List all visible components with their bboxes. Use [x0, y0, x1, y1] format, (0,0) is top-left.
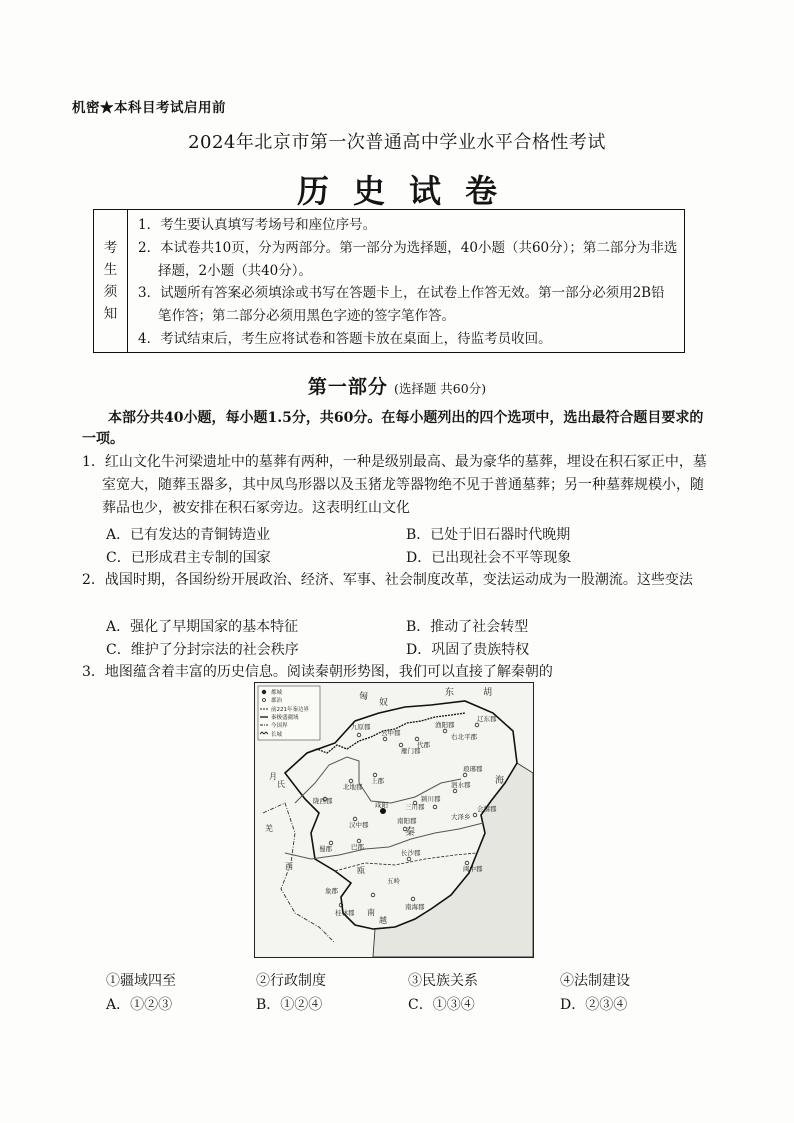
qin-dynasty-map	[254, 682, 534, 958]
map-label: 南阳郡	[397, 817, 417, 825]
map-label: 九原郡	[351, 723, 371, 731]
map-label: 云中郡	[381, 729, 401, 737]
map-label: 颍川郡	[421, 795, 441, 803]
notice-label	[94, 210, 128, 352]
exam-name: 2024年北京市第一次普通高中学业水平合格性考试	[188, 132, 606, 153]
notice-label-char: 须	[103, 284, 118, 300]
question-stem: 3．地图蕴含着丰富的历史信息。阅读秦朝形势图，我们可以直接了解秦朝的	[82, 664, 553, 680]
notice-item: 4．考试结束后，考生应将试卷和答题卡放在桌面上，待监考员收回。	[138, 330, 552, 347]
map-legend	[258, 686, 320, 740]
notice-item: 1．考生要认真填写考场号和座位序号。	[138, 217, 377, 233]
part-one-heading	[0, 372, 794, 399]
notice-items	[138, 214, 678, 351]
map-label: 南海郡	[405, 903, 425, 911]
confidential-notice: 机密★本科目考试启用前	[72, 100, 226, 116]
question-3	[82, 661, 716, 684]
notice-label-char: 考	[103, 240, 118, 256]
map-label: 闽中郡	[463, 865, 483, 873]
map-label: 西	[285, 862, 293, 871]
map-label: 桂林郡	[335, 909, 355, 917]
map-label: 巴郡	[351, 843, 364, 851]
notice-label-char: 知	[103, 306, 118, 322]
notice-label-char: 生	[103, 262, 118, 278]
map-label: 氏	[277, 780, 285, 789]
statement-1: ①疆域四至	[106, 973, 176, 989]
map-label: 象郡	[325, 887, 338, 895]
part-one-subtitle: (选择题 共60分)	[393, 381, 487, 396]
map-label: 匈	[359, 692, 369, 702]
part-one-instructions: 本部分共40小题，每小题1.5分，共60分。在每小题列出的四个选项中，选出最符合题目要求的一项。	[82, 410, 704, 447]
map-label: 辽东郡	[477, 715, 497, 723]
map-label: 蜀郡	[319, 845, 332, 853]
statement-2: ②行政制度	[256, 973, 326, 989]
legend-label: 今国界	[271, 723, 288, 729]
modern-border	[263, 803, 335, 943]
map-label: 东	[445, 688, 455, 698]
subject-title: 历史试卷	[296, 172, 521, 210]
question-stem: 1．红山文化牛河梁遗址中的墓葬有两种，一种是级别最高、最为豪华的墓葬，埋设在积石冢正中，墓室宽大，随葬玉器多，其中凤鸟形器以及玉猪龙等器物绝不见于普通墓葬；另一种墓葬规模小，随葬品也少，被安排在积石冢旁边。这表明红山文化	[82, 454, 707, 516]
question-stem: 2．战国时期，各国纷纷开展政治、经济、军事、社会制度改革，变法运动成为一股潮流。这些变法	[82, 572, 693, 588]
statement-3: ③民族关系	[408, 973, 478, 989]
map-label: 秦	[405, 827, 415, 838]
map-label: 上郡	[371, 777, 384, 785]
option-1b[interactable]: B．已处于旧石器时代晚期	[406, 527, 571, 543]
legend-label: 前221年秦边界	[271, 707, 309, 713]
option-3c[interactable]: C．①③④	[408, 997, 475, 1013]
map-label: 羌	[265, 824, 273, 833]
option-2d[interactable]: D．巩固了贵族特权	[406, 642, 530, 658]
map-label: 月	[269, 772, 277, 781]
part-one-title: 第一部分	[307, 376, 388, 398]
map-label: 咸阳	[375, 801, 388, 809]
map-graphic	[255, 683, 533, 957]
map-label: 长沙郡	[401, 849, 421, 857]
map-label: 大泽乡	[451, 813, 471, 821]
map-label: 琅琊郡	[463, 765, 483, 773]
map-label: 胡	[483, 688, 493, 698]
legend-label: 郡治	[271, 698, 283, 704]
option-3a[interactable]: A．①②③	[106, 997, 173, 1013]
legend-label: 秦极盛疆域	[271, 715, 299, 721]
map-label: 泗水郡	[451, 781, 471, 789]
notice-item: 2．本试卷共10页，分为两部分。第一部分为选择题，40小题（共60分）；第二部分为非选择题，2小题（共40分）。	[138, 239, 678, 279]
legend-label: 长城	[271, 732, 283, 738]
map-label: 代郡	[417, 741, 430, 749]
map-label: 汉中郡	[349, 821, 369, 829]
notice-item: 3．试题所有答案必须填涂或书写在答题卡上，在试卷上作答无效。第一部分必须用2B铅笔作答；第二部分必须用黑色字迹的签字笔作答。	[138, 285, 665, 325]
legend-label: 都城	[271, 690, 283, 696]
map-label: 海	[495, 776, 505, 786]
map-label: 右北平郡	[451, 733, 477, 741]
map-label: 三川郡	[405, 803, 425, 811]
option-1c[interactable]: C．已形成君主专制的国家	[106, 550, 271, 566]
option-2a[interactable]: A．强化了早期国家的基本特征	[106, 619, 299, 635]
option-2b[interactable]: B．推动了社会转型	[406, 619, 529, 635]
option-1d[interactable]: D．已出现社会不平等现象	[406, 550, 572, 566]
sea-area	[373, 763, 533, 957]
question-1	[82, 451, 716, 520]
option-3b[interactable]: B．①②④	[256, 997, 323, 1013]
capital-symbol-icon	[262, 690, 266, 694]
map-label: 会稽郡	[477, 805, 497, 813]
option-1a[interactable]: A．已有发达的青铜铸造业	[106, 527, 271, 543]
map-label: 陇西郡	[313, 797, 333, 805]
map-label: 南	[367, 908, 375, 917]
option-2c[interactable]: C．维护了分封宗法的社会秩序	[106, 642, 299, 658]
candidate-notice-box	[93, 209, 685, 353]
statement-4: ④法制建设	[560, 973, 630, 989]
map-label: 北地郡	[343, 783, 363, 791]
map-label: 越	[379, 916, 387, 925]
map-label: 奴	[379, 698, 389, 708]
map-label: 五岭	[387, 877, 400, 885]
map-label: 瓯	[357, 866, 365, 875]
question-2	[82, 569, 716, 592]
option-3d[interactable]: D．②③④	[560, 997, 628, 1013]
map-label: 雁门郡	[401, 747, 421, 755]
map-label: 渔阳郡	[435, 721, 455, 729]
